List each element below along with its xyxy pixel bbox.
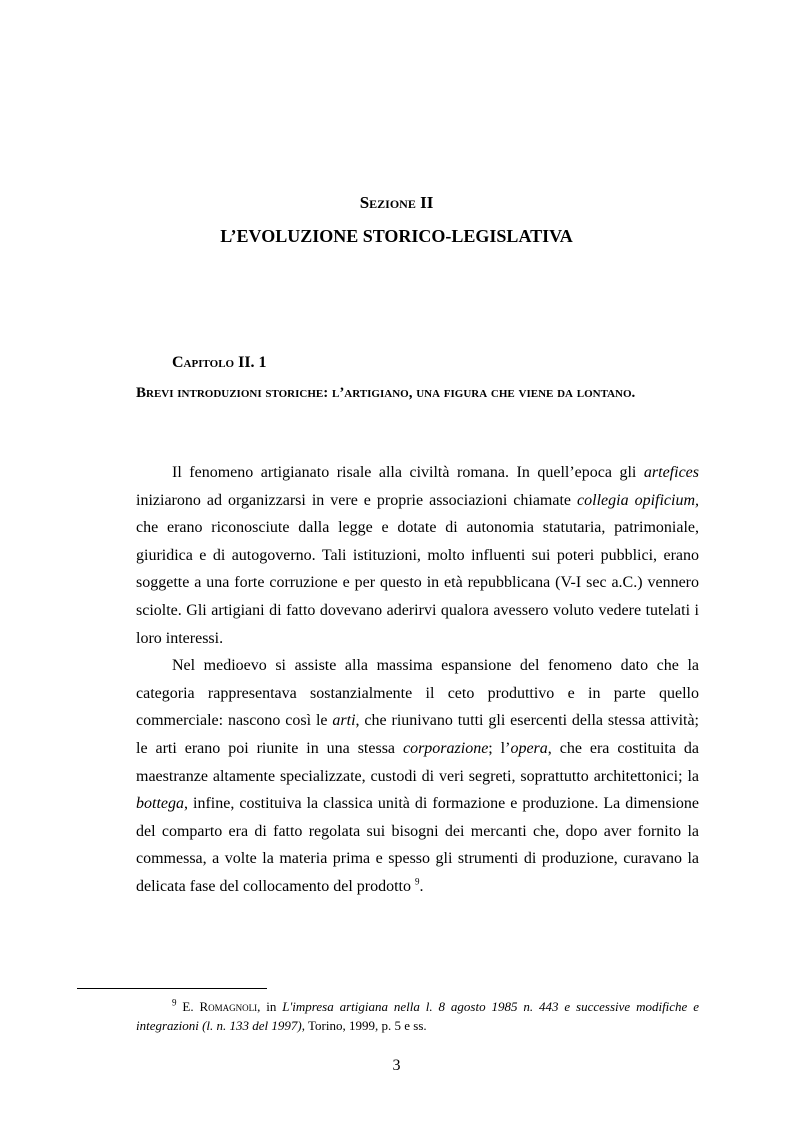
italic-term: arti (332, 712, 356, 730)
footnote-author-surname: Romagnoli (199, 999, 258, 1014)
footnote-number: 9 (172, 997, 177, 1008)
footnote-divider (77, 988, 267, 989)
paragraph-text: , infine, costituiva la classica unità di formazione e produzione. La dimensione del comparto era di fatto regolata sui bisogni dei mercanti che, dopo aver fornito la commessa, a volte la materia prima e spesso gli strumenti di produzione, curavano la delicata fase del collocamento del prodotto (136, 795, 699, 895)
paragraph-text: , che riunivano tutti gli esercenti della stessa attività; le arti erano poi riunite in una stessa (136, 712, 700, 757)
footnote-author-initial: E. (182, 999, 200, 1014)
paragraph-text: ; l’ (488, 739, 511, 757)
paragraph-2 (136, 652, 699, 900)
paragraph-text: iniziarono ad organizzarsi in vere e proprie associazioni chiamate (136, 491, 578, 509)
footnote-text: , in (257, 999, 283, 1014)
chapter-title: Brevi introduzioni storiche: l’artigiano, una figura che viene da lontano. (136, 385, 636, 401)
paragraph-text: Nel medioevo si assiste alla massima espansione del fenomeno dato che la categoria rappresentava sostanzialmente il ceto produttivo e in parte quello commerciale: nascono così le (136, 657, 699, 730)
footnote-reference[interactable]: 9 (415, 876, 420, 887)
footnote-text: , Torino, 1999, p. 5 e ss. (301, 1018, 427, 1033)
section-label: Sezione II (359, 193, 434, 212)
section-title: L’EVOLUZIONE STORICO-LEGISLATIVA (220, 226, 573, 246)
italic-term: corporazione (402, 739, 489, 757)
paragraph-text: , che era costituita da maestranze altamente specializzate, custodi di veri segreti, soprattutto architettonici; la (136, 739, 700, 785)
italic-term: artefices (643, 464, 699, 481)
italic-term: bottega (136, 795, 184, 813)
page-number: 3 (392, 1057, 401, 1074)
chapter-label: Capitolo II. 1 (172, 354, 267, 371)
italic-term: opera (510, 739, 548, 757)
paragraph-1 (136, 459, 699, 652)
footnote-work-title: L'impresa artigiana nella l. 8 agosto 1985 n. 443 e successive modifiche e integrazioni (l. n. 133 del 1997) (136, 999, 699, 1033)
italic-term: collegia opificium, (577, 491, 700, 509)
paragraph-text: Il fenomeno artigianato risale alla civiltà romana. In quell’epoca gli (172, 464, 644, 481)
footnote (136, 997, 699, 1035)
body-text (136, 459, 699, 901)
paragraph-text: . (419, 877, 424, 895)
paragraph-text: che erano riconosciute dalla legge e dotate di autonomia statutaria, patrimoniale, giuridica e di autogoverno. Tali istituzioni, molto influenti sui poteri pubblici, erano soggette a una forte corruzione e per questo in età repubblicana (V-I sec a.C.) vennero sciolte. Gli artigiani di fatto dovevano aderirvi qualora avessero voluto vedere tutelati i loro interessi. (136, 519, 699, 647)
